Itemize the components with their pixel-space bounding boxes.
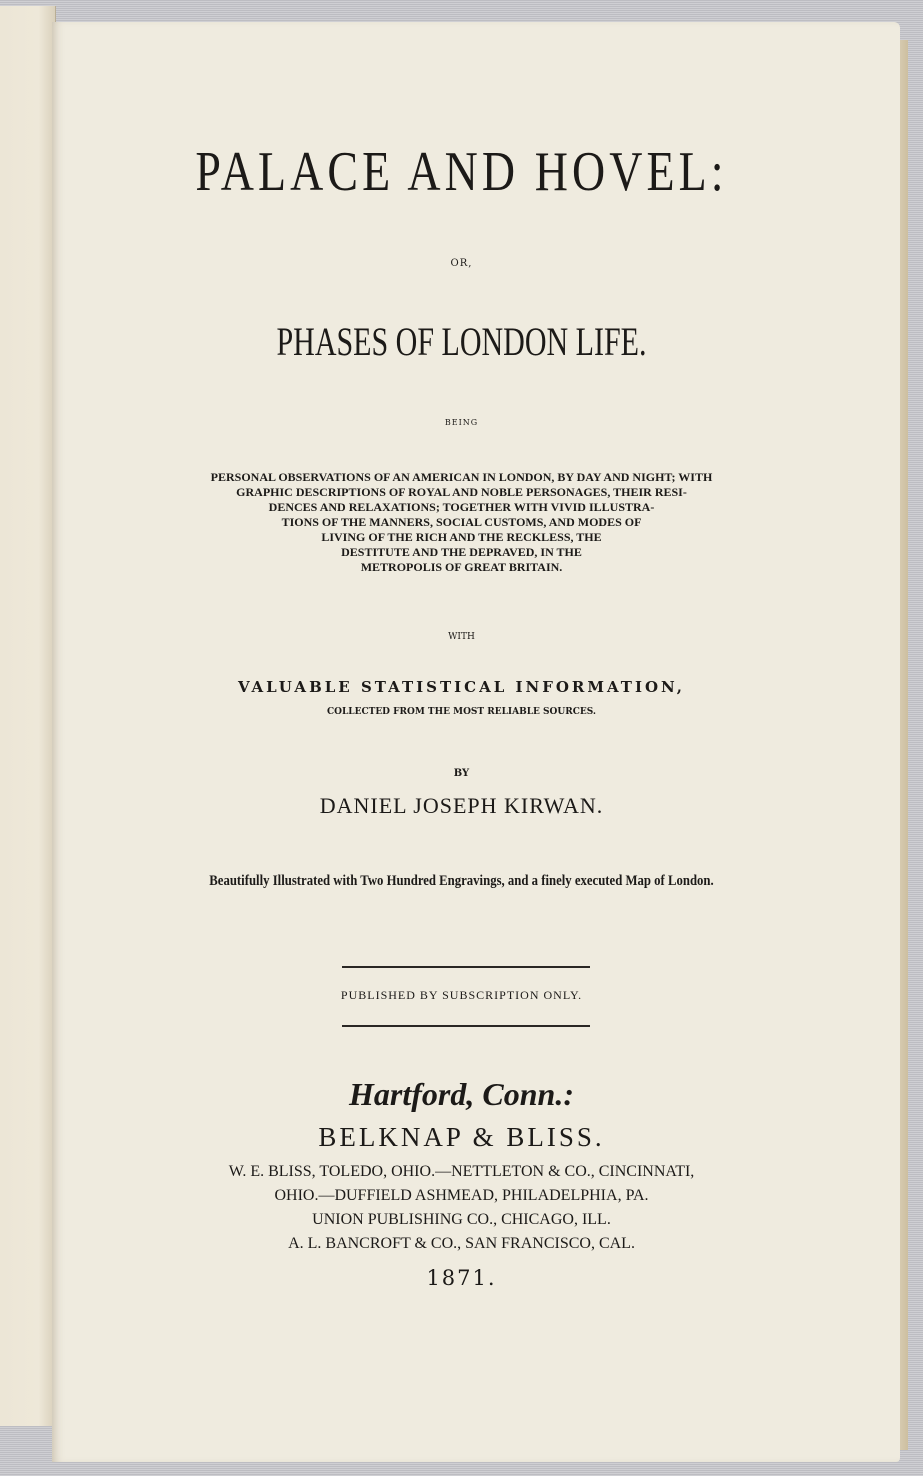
description-line: METROPOLIS OF GREAT BRITAIN. <box>360 560 563 574</box>
publication-place: Hartford, Conn.: <box>349 1076 574 1112</box>
publisher-name: BELKNAP & BLISS. <box>318 1122 605 1152</box>
agent-line: OHIO.—DUFFIELD ASHMEAD, PHILADELPHIA, PA. <box>274 1187 649 1204</box>
description-line: LIVING OF THE RICH AND THE RECKLESS, THE <box>321 530 602 544</box>
subscription-note: PUBLISHED BY SUBSCRIPTION ONLY. <box>340 988 583 1002</box>
agents-block <box>0 1160 923 1256</box>
agent-line: W. E. BLISS, TOLEDO, OHIO.—NETTLETON & CO., CINCINNATI, <box>228 1163 695 1180</box>
description-line: PERSONAL OBSERVATIONS OF AN AMERICAN IN LONDON, BY DAY AND NIGHT; WITH <box>210 470 713 484</box>
description-line: DESTITUTE AND THE DEPRAVED, IN THE <box>341 545 582 559</box>
description-line: DENCES AND RELAXATIONS; TOGETHER WITH VIVID ILLUSTRA- <box>268 500 655 514</box>
agent-line: A. L. BANCROFT & CO., SAN FRANCISCO, CAL. <box>288 1235 635 1252</box>
by-text: BY <box>453 768 470 779</box>
book-subtitle: PHASES OF LONDON LIFE. <box>276 319 647 364</box>
book-title: PALACE AND HOVEL: <box>195 141 728 203</box>
divider-rule-top <box>342 966 590 968</box>
publication-year: 1871. <box>426 1266 497 1290</box>
author-name: DANIEL JOSEPH KIRWAN. <box>319 793 604 818</box>
illustrations-note: Beautifully Illustrated with Two Hundred Engravings, and a finely executed Map of London. <box>209 873 714 889</box>
agent-line: UNION PUBLISHING CO., CHICAGO, ILL. <box>312 1211 611 1228</box>
or-text: OR, <box>450 258 473 269</box>
description-line: GRAPHIC DESCRIPTIONS OF ROYAL AND NOBLE PERSONAGES, THEIR RESI- <box>236 485 687 499</box>
being-text: BEING <box>444 418 479 427</box>
description-block <box>0 470 923 575</box>
divider-rule-bottom <box>342 1025 590 1027</box>
collected-text: COLLECTED FROM THE MOST RELIABLE SOURCES. <box>326 707 597 717</box>
description-line: TIONS OF THE MANNERS, SOCIAL CUSTOMS, AND MODES OF <box>281 515 642 529</box>
statistical-info-heading: VALUABLE STATISTICAL INFORMATION, <box>237 678 686 696</box>
with-text: WITH <box>448 632 475 642</box>
